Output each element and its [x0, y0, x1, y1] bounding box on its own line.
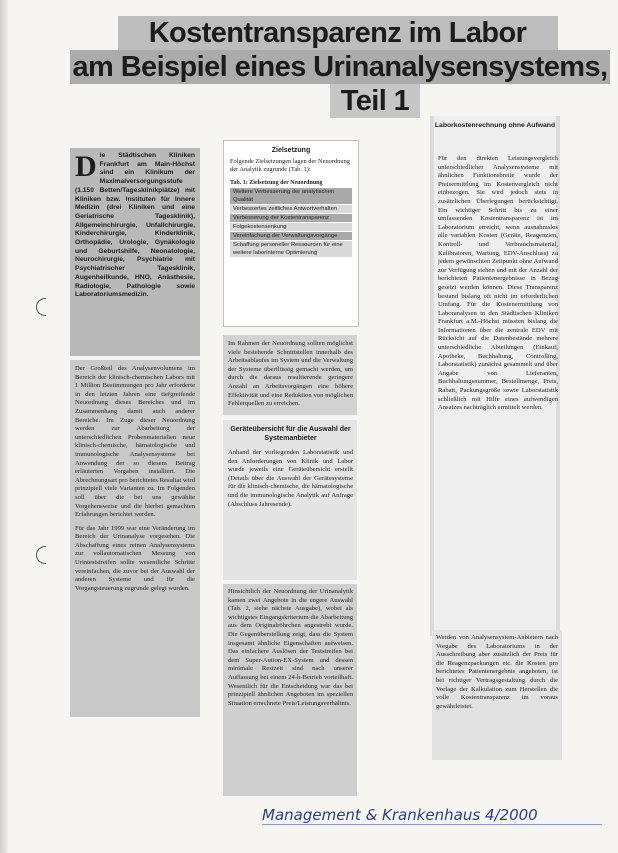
handwritten-source: Management & Krankenhaus 4/2000	[262, 806, 538, 824]
col3-paragraph-2: Werden von Analysensystem-Anbietern nach Vorgabe des Laboratoriums in der Ausschreibung aber zusätzlich der Preis für die Reagenzpackungen etc. die Kosten pro berichtetes Patientenergebnis angeboten, ist bei richtiger Vertragsgestaltung durch die Vorlage der Kalkulation zum Herstellen die volle Kostentransparenz im voraus gewährleistet.	[436, 634, 558, 710]
geraeteuebersicht-heading: Geräteübersicht für die Auswahl der Systemanbieter	[230, 426, 351, 442]
zielsetzung-list	[230, 188, 352, 258]
page-edge-shadow	[0, 0, 8, 853]
title-line-2: am Beispiel eines Urinanalysensystems,	[70, 50, 610, 84]
title-line-3: Teil 1	[330, 84, 420, 118]
col2-paragraph-2: Anhand der vorliegenden Laborstatistik und den Anforderungen von Klinik und Labor wurde jeweils eine Geräteübersicht erstellt (Details über die Auswahl der Gerätesysteme für die klinisch-chemische, die hämatologische und die immunologische Analytik auf Anfrage (Abschluss Jahresende).	[228, 449, 353, 508]
col3-paragraph-1: Für den direkten Leistungsvergleich unterschiedlicher Analysensysteme mit ähnlichen Funktionsbreite wurde der Preisermittlung im Kostenvergleich nicht einbezogen. Sie wird jedoch stets in zusätzlichen Überlegungen berücksichtigt. Ein wichtiger Schritt bis zu einer umfassenden Kostentransparenz ist im Laboratorium erreicht, wenn ausnahmslos alle variablen Kosten (Geräte, Reagenzien, Kontroll- und Verbrauchsmaterial, Kalibratoren, Wartung, EDV-Anschluss) zu jedem gewünschten Zeitpunkt ohne Aufwand zur Verfügung stehen und mit der Anzahl der berichteten Patientenergebnisse in Bezug gesetzt werden können. Diese Transparenz bestand bislang oft nicht im erforderlichen Umfang. Für die Kostenermittlung von Laboranalysen in den Städtischen Kliniken Frankfurt a.M.-Höchst müssten bislang die Informationen über die zentrale EDV mit Rücksicht auf die Datenbestände mehrere unterschiedliche Abteilungen (Einkauf, Apotheke, Buchhaltung, Controlling, Laborstatistik) zunächst gesammelt und über Angabe von Lieferanten, Buchhaltungsnummer, Bestellmenge, Preis, Rabatt, Packungsgröße sowie Laborstatistik schließlich mit Hilfe eines aufwendigen Ansatzes nachträglich ermittelt werden.	[438, 155, 558, 412]
col2-section	[228, 425, 353, 580]
list-item: Weitere Verbesserung der analytischen Qualität	[230, 188, 352, 205]
article-title	[60, 16, 615, 118]
dropcap: D	[75, 152, 97, 183]
col2-paragraph-1: Im Rahmen der Neuordnung sollten möglichst viele bestehende Schnittstellen innerhalb des Arbeitsablaufes im System und die Verwaltung der Systeme überflüssig gemacht werden, um durch die daraus resultierende geringere Anzahl an Arbeitsvorgängen eine höhere Effektivität und eine Reduktion von möglichen Fehlerquellen zu erreichen.	[228, 340, 353, 408]
title-line-1: Kostentransparenz im Labor	[118, 16, 558, 50]
zielsetzung-box	[223, 140, 359, 327]
zielsetzung-intro: Folgende Zielsetzungen lagen der Neuordnung der Analytik zugrunde (Tab. 1):	[230, 158, 350, 173]
col1-paragraph-1: Der Großteil des Analysenvolumens im Bereich der klinisch-chemischen Labors mit 1 Million Bestimmungen pro Jahr erforderte in den letzten Jahren eine tiefgreifende Neuordnung dieses Bereiches und im Zusammenhang damit auch anderer Bereiche. Im Zuge dieser Neuordnung werden zur Abarbeitung der unterschiedlichen Probenmaterialien neue klinisch-chemische, hämatologische und immunologische Analysensysteme bei Anwendung der so diesem Beitrag erläuterten Vorgaben installiert. Die Abrechnungsart pro berichtetes Resultat wird prinzipiell viele Varianten zu. Im Folgenden soll über die bei uns gewählte Vorgehensweise und die hierbei gemachten Erfahrungen berichtet werden.	[75, 365, 195, 519]
list-item: Folgekostensenkung	[230, 223, 352, 232]
handwritten-underline	[262, 824, 602, 825]
laborkosten-heading: Laborkostenrechnung ohne Aufwand	[434, 122, 556, 129]
punch-hole-bottom	[36, 546, 46, 564]
list-item: Schaffung personeller Ressourcen für eine weitere laborinterne Optimierung	[230, 241, 352, 258]
list-item: Verbesserung der Kostentransparenz	[230, 214, 352, 223]
list-item: Vereinfachung der Verwaltungsvorgänge	[230, 232, 352, 241]
col1-intro	[75, 152, 195, 300]
col2-paragraph-3: Hinsichtlich der Neuordnung der Urinanalytik kamen zwei Angebote in die engere Auswahl (Tab. 2, siehe nächste Ausgabe), wobei als wichtigstes Eingangskriterium die Abarbeitung aus dem Originalröhrchen angestrebt wurde. Die Gegenüberstellung zeigt, dass die System insgesamt ähnliche Eigenschaften aufweisen. Das einfachere Auslösen der Teststreifen bei dem Super-Aution-EX-System und dessen minimale Restzeit sind nach unserer Auffassung bei einem 24-h-Betrieb vorteilhaft. Wesentlich für die Entscheidung war das bei prinzipiell ähnlichen Angeboten im speziellen Situation errechnete Preis/Leistungsverhältnis.	[228, 588, 353, 707]
col1-body	[75, 365, 195, 715]
punch-hole-top	[36, 298, 46, 316]
zielsetzung-heading: Zielsetzung	[271, 147, 311, 154]
table-caption: Tab. 1: Zielsetzung der Neuordnung	[230, 180, 323, 186]
col1-paragraph-2: Für das Jahr 1999 war eine Veränderung im Bereich der Urinanalyse vorgesehen. Die Abschaffung eines reinen Analysensystems zur vollautomatischen Messung von Urinteststreifen sollte wesentliche Schritte vereinfachen, die zuvor bei der Auswahl der anderen Systeme und für die Vorgangsteuerung zugrunde gelegt wurden.	[75, 524, 195, 592]
col1-lead-text: ie Städtischen Kliniken Frankfurt am Main-Höchst sind ein Klinikum der Maximalversorgungsstufe (1.150 Betten/Tagesklinikplätze) mit Kliniken bzw. Instituten für Innere Medizin (drei Kliniken und eine Geriatrische Tagesklinik), Allgemeinchirurgie, Unfallchirurgie, Kinderchirurgie, Kinderklinik, Orthopädie, Urologie, Gynäkologie und Geburtshilfe, Neonatologie, Neurochirurgie, Psychiatrie mit Psychiatrischer Tagesklinik, Augenheilkunde, HNO, Anästhesie, Radiologie, Pathologie sowie Laboratoriumsmedizin.	[75, 152, 195, 299]
list-item: Verbessertes zeitliches Antwortverhalten	[230, 205, 352, 214]
